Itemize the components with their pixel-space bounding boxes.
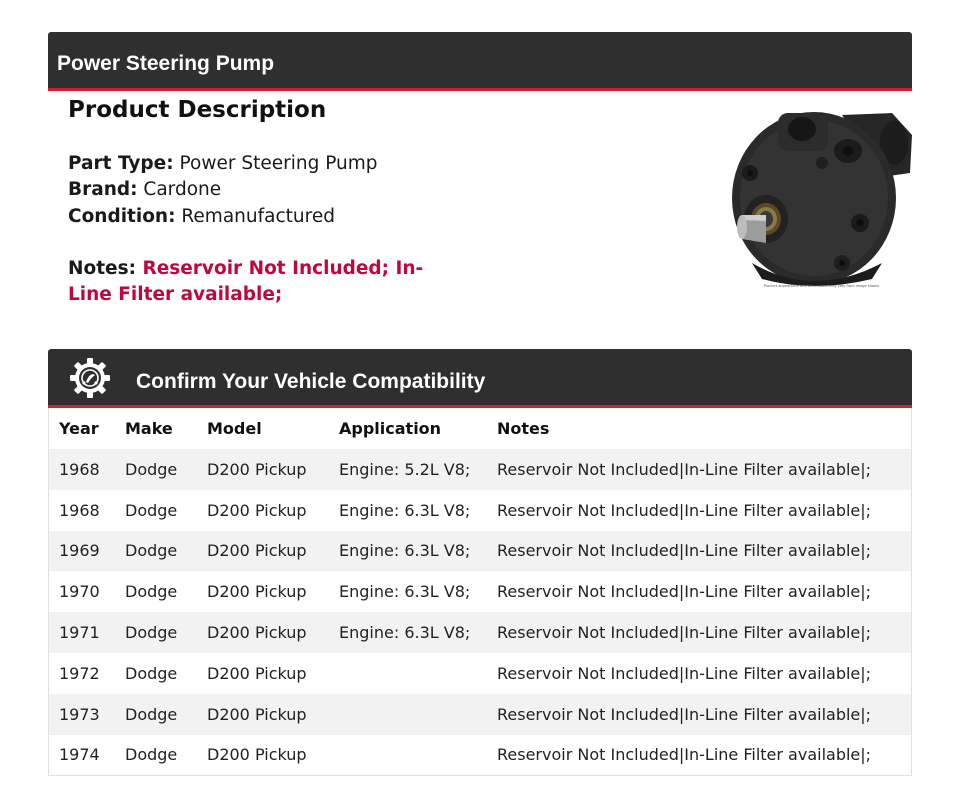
cell-year: 1973 xyxy=(49,694,126,735)
detail-value: Power Steering Pump xyxy=(179,153,378,174)
cell-year: 1971 xyxy=(49,612,126,653)
detail-label: Brand: xyxy=(68,179,138,201)
cell-model: D200 Pickup xyxy=(207,500,307,520)
notes-label: Notes: xyxy=(68,258,136,279)
compatibility-table xyxy=(48,408,912,776)
cell-application: Engine: 6.3L V8; xyxy=(339,500,471,520)
cell-model: D200 Pickup xyxy=(207,531,339,572)
cell-model: D200 Pickup xyxy=(207,612,339,653)
gear-icon xyxy=(68,356,112,400)
cell-application: Engine: 6.3L V8; xyxy=(339,531,497,572)
cell-make: Dodge xyxy=(125,663,178,683)
table-row xyxy=(49,612,912,653)
column-header-make: Make xyxy=(125,419,173,438)
cell-year: 1974 xyxy=(59,745,100,765)
cell-application: Engine: 5.2L V8; xyxy=(339,449,497,490)
cell-make: Dodge xyxy=(125,612,207,653)
table-row xyxy=(49,490,912,531)
cell-notes: Reservoir Not Included|In-Line Filter available|; xyxy=(497,531,912,572)
cell-year: 1970 xyxy=(59,582,100,602)
table-header-row xyxy=(49,408,912,449)
cell-year: 1972 xyxy=(59,663,100,683)
cell-notes: Reservoir Not Included|In-Line Filter available|; xyxy=(497,663,872,683)
product-image-caption: Product appearance and dimensions may vary from image shown. xyxy=(763,284,881,288)
table-row xyxy=(49,735,912,776)
cell-model: D200 Pickup xyxy=(207,745,307,765)
cell-notes: Reservoir Not Included|In-Line Filter available|; xyxy=(497,582,872,602)
notes-value: Reservoir Not Included; In-Line Filter available; xyxy=(68,258,424,306)
compatibility-header-title: Confirm Your Vehicle Compatibility xyxy=(136,370,486,393)
product-description-heading: Product Description xyxy=(68,97,327,123)
compatibility-header-bar xyxy=(48,349,912,408)
product-image xyxy=(722,103,912,293)
cell-year: 1968 xyxy=(49,449,126,490)
detail-brand xyxy=(68,177,378,203)
detail-condition xyxy=(68,204,378,230)
cell-make: Dodge xyxy=(125,449,207,490)
cell-application xyxy=(339,694,497,735)
cell-application: Engine: 6.3L V8; xyxy=(339,612,497,653)
detail-value: Remanufactured xyxy=(181,205,335,227)
cell-model: D200 Pickup xyxy=(207,694,339,735)
cell-make: Dodge xyxy=(125,531,207,572)
cell-make: Dodge xyxy=(125,500,178,520)
cell-year: 1969 xyxy=(49,531,126,572)
table-row xyxy=(49,449,912,490)
cell-application xyxy=(339,735,497,776)
table-row xyxy=(49,571,912,612)
detail-part-type xyxy=(68,151,378,177)
cell-model: D200 Pickup xyxy=(207,449,339,490)
cell-application: Engine: 6.3L V8; xyxy=(339,582,471,602)
table-row xyxy=(49,653,912,694)
table-row xyxy=(49,531,912,572)
cell-model: D200 Pickup xyxy=(207,663,307,683)
product-details xyxy=(68,151,378,230)
cell-application xyxy=(339,653,497,694)
table-row xyxy=(49,694,912,735)
column-header-notes: Notes xyxy=(497,419,550,438)
detail-label: Condition: xyxy=(68,205,176,227)
cell-notes: Reservoir Not Included|In-Line Filter available|; xyxy=(497,449,912,490)
cell-model: D200 Pickup xyxy=(207,582,307,602)
product-header-bar xyxy=(48,32,912,91)
cell-year: 1968 xyxy=(59,500,100,520)
cell-make: Dodge xyxy=(125,582,178,602)
cell-make: Dodge xyxy=(125,745,178,765)
column-header-year: Year xyxy=(59,419,99,438)
column-header-application: Application xyxy=(339,419,442,438)
product-header-title: Power Steering Pump xyxy=(57,52,275,75)
cell-notes: Reservoir Not Included|In-Line Filter available|; xyxy=(497,745,872,765)
column-header-model: Model xyxy=(207,419,262,438)
detail-label: Part Type: xyxy=(68,153,174,174)
cell-notes: Reservoir Not Included|In-Line Filter available|; xyxy=(497,694,912,735)
cell-notes: Reservoir Not Included|In-Line Filter available|; xyxy=(497,612,912,653)
cell-make: Dodge xyxy=(125,694,207,735)
cell-notes: Reservoir Not Included|In-Line Filter available|; xyxy=(497,500,872,520)
product-notes xyxy=(68,256,448,309)
detail-value: Cardone xyxy=(143,179,222,201)
